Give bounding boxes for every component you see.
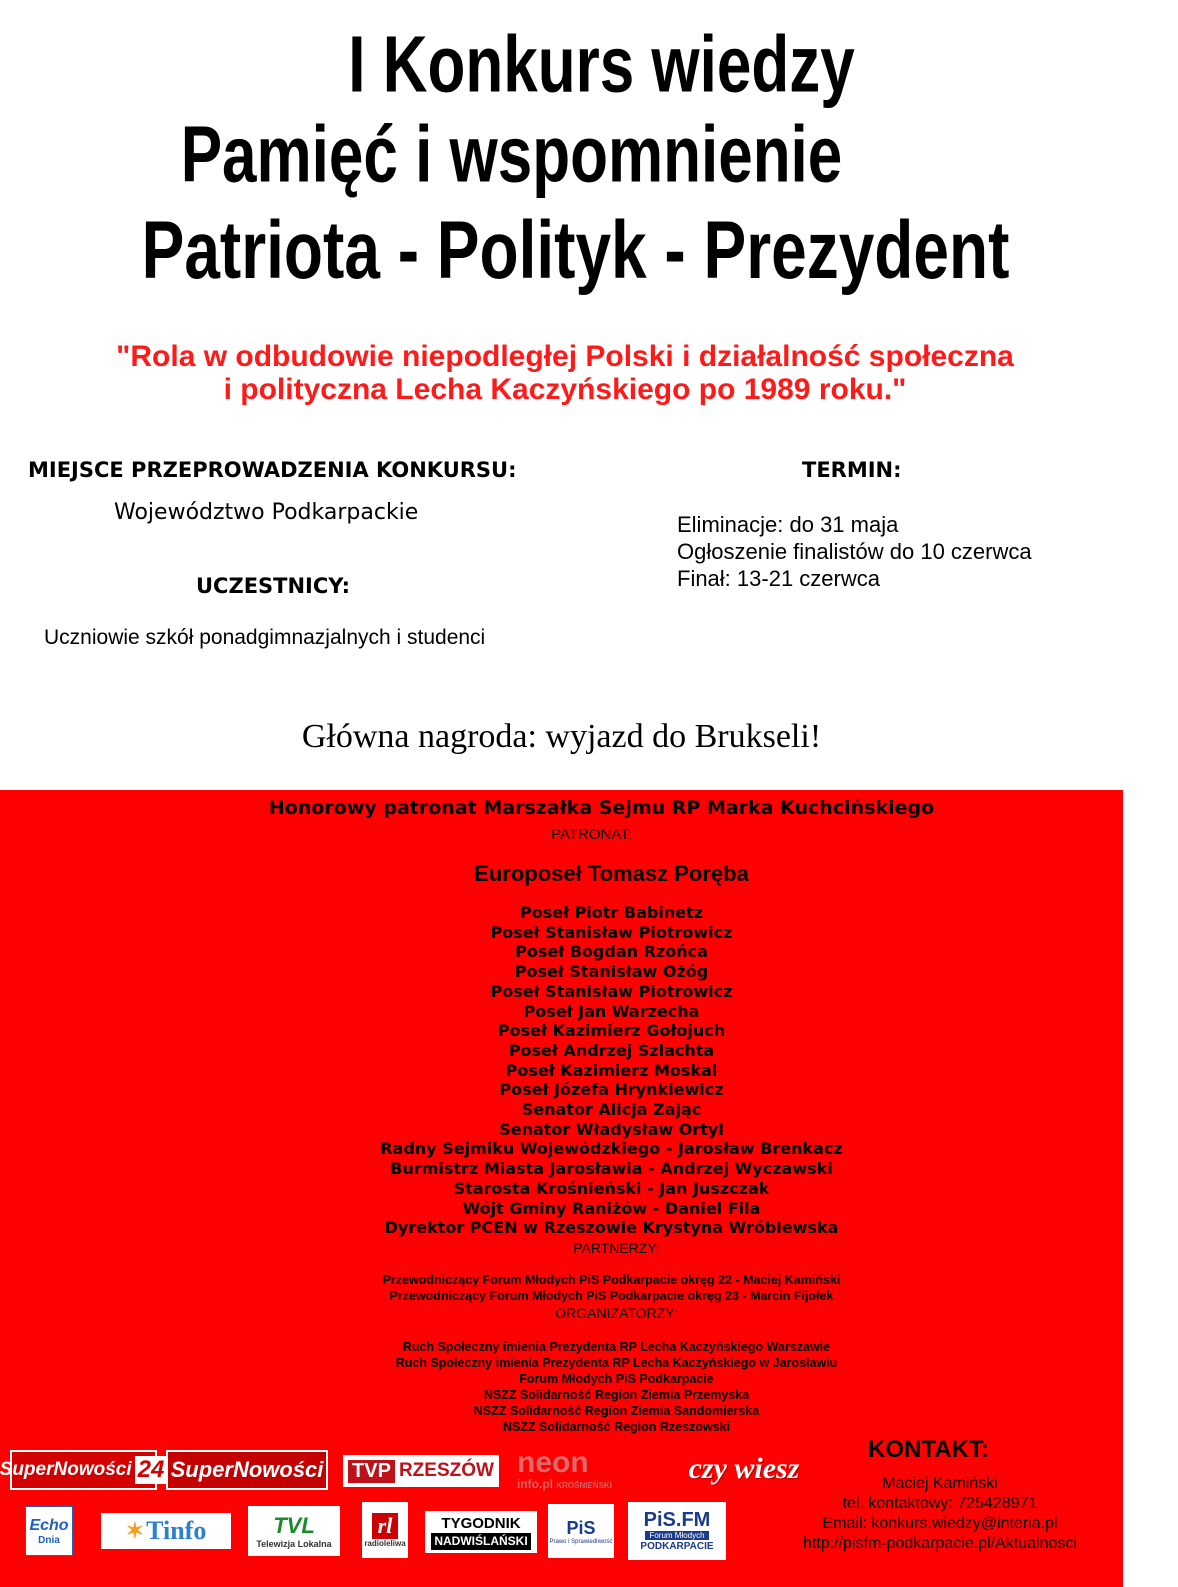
organizer-item: NSZZ Solidarność Region Rzeszowski [502,1420,731,1434]
title-line-3: Patriota - Polityk - Prezydent [141,203,1010,297]
partner-item: Przewodniczący Forum Młodych PiS Podkarpacie okręg 22 - Maciej Kamiński [382,1273,841,1287]
place-heading: MIEJSCE PRZEPROWADZENIA KONKURSU: [28,458,517,482]
patron-item: Poseł Piotr Babinetz [519,903,704,922]
organizer-item: Ruch Społeczny imienia Prezydenta RP Lecha Kaczyńskiego Warszawie [402,1340,831,1354]
contact-name: Maciej Kamiński [882,1475,998,1492]
patron-item: Poseł Stanisław Piotrowicz [490,922,733,942]
supernowosci24-logo: SuperNowości 24 [10,1450,157,1490]
patron-item: Radny Sejmiku Wojewódzkiego - Jarosław Brenkacz [380,1139,843,1159]
echo-dnia-logo: Echo Dnia [25,1506,73,1556]
term-line-finalists: Ogłoszenie finalistów do 10 czerwca [677,539,1032,564]
patron-item: Poseł Kazimierz Gołojuch [497,1021,726,1041]
place-text: Województwo Podkarpackie [114,500,419,525]
participants-text: Uczniowie szkół ponadgimnazjalnych i studenci [44,626,486,649]
subtitle [20,340,1110,406]
patron-item: Poseł Andrzej Szlachta [508,1040,715,1060]
patron-item: Poseł Kazimierz Moskal [505,1060,718,1080]
term-heading: TERMIN: [802,458,902,482]
tygodnik-nadwislanski-logo: TYGODNIK NADWIŚLAŃSKI [425,1511,537,1553]
partner-item: Przewodniczący Forum Młodych PiS Podkarpacie okręg 23 - Marcin Fijołek [389,1289,834,1303]
organizer-item: Ruch Społeczny imienia Prezydenta RP Lecha Kaczyńskiego w Jarosławiu [395,1356,838,1370]
title-line-2: Pamięć i wspomnienie [180,111,843,200]
title-line-1: I Konkurs wiedzy [348,21,855,110]
supernowosci-logo: SuperNowości [166,1450,328,1490]
patrons-list [50,903,1173,1238]
subtitle-line-2: i polityczna Lecha Kaczyńskiego po 1989 roku." [223,373,907,406]
partners-list [50,1272,1173,1304]
czywiesz-logo: czy wiesz [688,1452,800,1485]
tvp-rzeszow-logo: TVP RZESZÓW [343,1455,499,1487]
contact-url[interactable]: http://pisfm-podkarpacie.pl/Aktualnosci [803,1535,1077,1552]
term-line-eliminations: Eliminacje: do 31 maja [677,512,899,537]
organizer-item: Forum Młodych PiS Podkarpacie [519,1372,714,1386]
honorary-patronage: Honorowy patronat Marszałka Sejmu RP Marka Kuchcińskiego [268,797,935,819]
patron-item: Poseł Bogdan Rzońca [515,942,708,962]
patron-item: Dyrektor PCEN w Rzeszowie Krystyna Wróblewska [384,1218,839,1238]
patron-item: Senator Alicja Zając [521,1100,702,1120]
patronage-label: PATRONAT: [551,826,632,843]
term-line-final: Finał: 13-21 czerwca [677,566,880,591]
patron-item: Wójt Gminy Raniżów - Daniel Fila [462,1198,761,1218]
patron-item: Poseł Jan Warzecha [523,1001,700,1021]
contact-heading: KONTAKT: [868,1436,989,1463]
subtitle-line-1: "Rola w odbudowie niepodległej Polski i działalność społeczna [116,340,1014,373]
pisfm-logo: PiS.FM Forum Młodych PODKARPACIE [628,1502,726,1560]
europosel: Europoseł Tomasz Poręba [474,861,749,886]
patron-item: Senator Władysław Ortyl [499,1119,724,1139]
patron-item: Poseł Stanisław Ożóg [514,962,709,982]
organizer-item: NSZZ Solidarność Region Ziemia Przemyska [483,1388,750,1402]
pis-logo: PiS Prawo i Sprawiedliwość [548,1504,614,1558]
organizer-item: NSZZ Solidarność Region Ziemia Sandomierska [473,1404,760,1418]
contact-phone: tel. kontaktowy: 725428971 [842,1495,1038,1512]
participants-heading: UCZESTNICY: [196,574,351,598]
organizers-label: ORGANIZATORZY: [555,1305,678,1321]
patron-item: Starosta Krośnieński - Jan Juszczak [453,1178,770,1198]
contact-email[interactable]: Email: konkurs.wiedzy@interia.pl [822,1515,1058,1532]
patron-item: Poseł Stanisław Piotrowicz [490,981,733,1001]
neon-logo: neon info.pl KROŚNIEŃSKI [517,1446,612,1491]
main-prize: Główna nagroda: wyjazd do Brukseli! [301,718,822,755]
tvl-logo: TVL Telewizja Lokalna [248,1506,340,1556]
patron-item: Poseł Józefa Hrynkiewicz [499,1080,724,1100]
partners-label: PARTNERZY: [573,1240,660,1256]
radioleliwa-logo: rl radioleliwa [362,1502,408,1558]
organizers-list [55,1339,1178,1435]
tinfo-logo: ✶ Tinfo [101,1513,231,1549]
patron-item: Burmistrz Miasta Jarosławia - Andrzej Wyczawski [390,1159,833,1179]
